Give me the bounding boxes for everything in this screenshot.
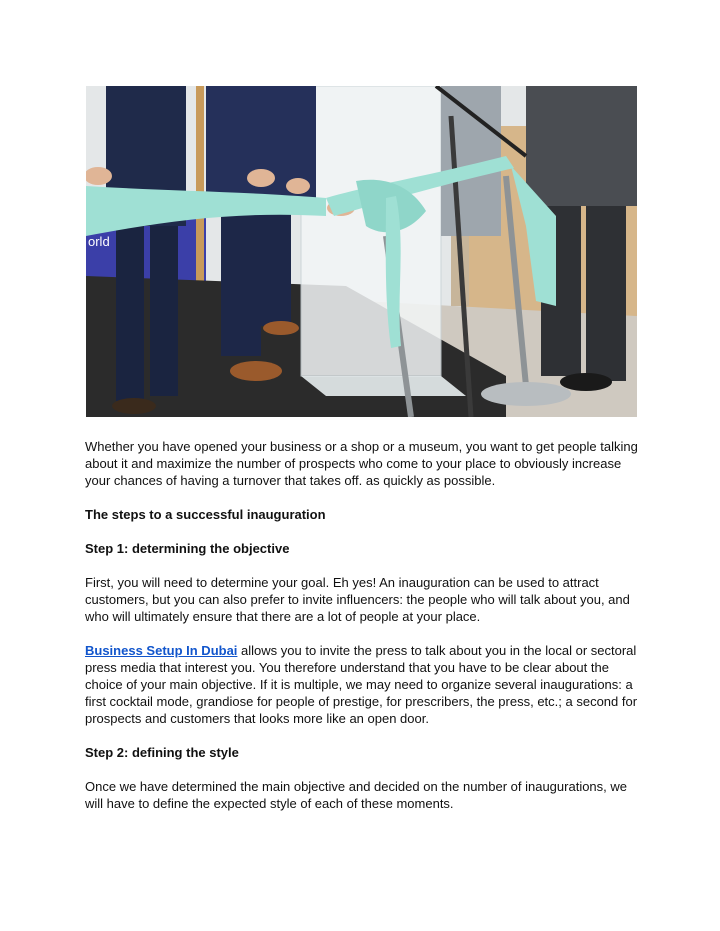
step2-heading: Step 2: defining the style (85, 745, 239, 760)
section-heading: The steps to a successful inauguration (85, 507, 326, 522)
sign-text: orld (88, 234, 110, 249)
step1-heading: Step 1: determining the objective (85, 541, 290, 556)
ribbon-cutting-photo (86, 86, 637, 417)
link-paragraph-text: allows you to invite the press to talk about you in the local or sectoral press media that interest you. You therefore understand that you have to be clear about the choice of your main objective. If it is multiple, we may need to organize several inaugurations: a first cocktail mode, grandiose for people of prestige, for prescribers, the press, etc.; a second for prospects and customers that looks more like an open door. (85, 643, 638, 726)
step2-paragraph: Once we have determined the main objective and decided on the number of inaugurations, we will have to define the expected style of each of these moments. (85, 779, 628, 811)
business-setup-link[interactable]: Business Setup In Dubai (85, 643, 238, 658)
intro-paragraph: Whether you have opened your business or a shop or a museum, you want to get people talking about it and maximize the number of prospects who come to your place to obviously increase your chances of having a turnover that takes off. as quickly as possible. (85, 439, 638, 488)
ribbon-cutting-illustration (86, 86, 637, 417)
link-paragraph (85, 642, 641, 727)
step1-paragraph: First, you will need to determine your goal. Eh yes! An inauguration can be used to attract customers, but you can also prefer to invite influencers: the people who will talk about you, and who will ultimately ensure that there are a lot of people at your place. (85, 575, 630, 624)
article-body (85, 438, 641, 829)
